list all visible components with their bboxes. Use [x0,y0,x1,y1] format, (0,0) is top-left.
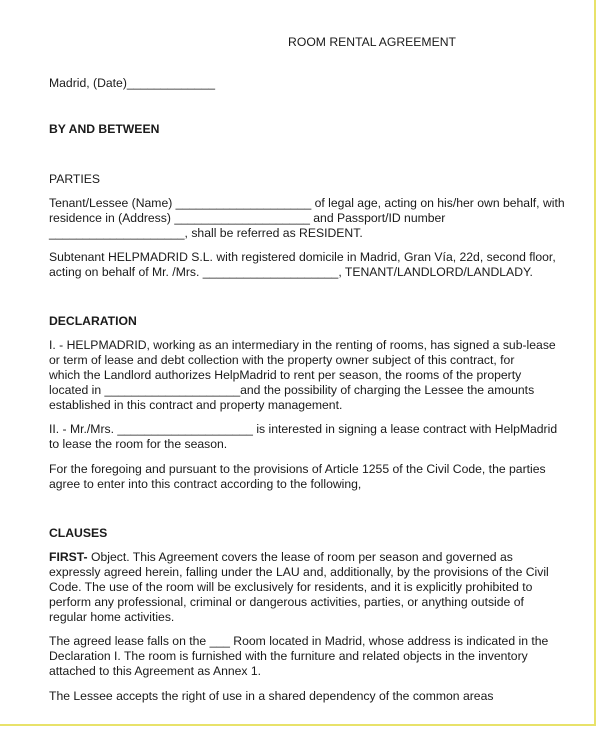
parties-p2-line: Subtenant HELPMADRID S.L. with registered domicile in Madrid, Gran Vía, 22d, second floor, [49,250,556,264]
parties-p2-line: acting on behalf of Mr. /Mrs. ____________________, TENANT/LANDLORD/LANDLADY. [49,265,533,279]
lease-paragraph-line: attached to this Agreement as Annex 1. [49,664,262,678]
first-clause-line [49,550,513,566]
declaration-p3-line: For the foregoing and pursuant to the provisions of Article 1255 of the Civil Code, the parties [49,462,546,476]
first-clause-line: perform any professional, criminal or dangerous activities, parties, or anything outside of [49,595,524,609]
by-and-between-heading: BY AND BETWEEN [49,122,160,136]
parties-heading: PARTIES [49,172,101,186]
declaration-p2-line: II. - Mr./Mrs. ____________________ is interested in signing a lease contract with HelpMadrid [49,422,558,436]
first-clause-line: expressly agreed herein, falling under the LAU and, additionally, by the provisions of the Civil [49,565,549,579]
lease-paragraph-line: The agreed lease falls on the ___ Room located in Madrid, whose address is indicated in the [49,634,549,648]
declaration-p3-line: agree to enter into this contract according to the following, [49,477,362,491]
declaration-p1-line: established in this contract and property management. [49,398,343,412]
lease-paragraph-line: Declaration I. The room is furnished with the furniture and related objects in the inventory [49,649,528,663]
declaration-p1-line: I. - HELPMADRID, working as an intermediary in the renting of rooms, has signed a sub-lease [49,338,556,352]
declaration-p1-line: or term of lease and debt collection with the property owner subject of this contract, for [49,353,515,367]
lessee-paragraph-line: The Lessee accepts the right of use in a shared dependency of the common areas [49,689,494,703]
document-title: ROOM RENTAL AGREEMENT [288,35,456,49]
first-clause-label: FIRST- [49,550,88,564]
clauses-heading: CLAUSES [49,526,108,540]
place-date-line: Madrid, (Date)_____________ [49,76,216,90]
declaration-p2-line: to lease the room for the season. [49,437,228,451]
declaration-p1-line: which the Landlord authorizes HelpMadrid to rent per season, the rooms of the property [49,368,522,382]
first-clause-line: Code. The use of the room will be exclusively for residents, and it is explicitly prohibited to [49,580,533,594]
parties-p1-line: residence in (Address) ____________________ and Passport/ID number [49,211,446,225]
first-clause-line: regular home activities. [49,610,175,624]
declaration-heading: DECLARATION [49,314,137,328]
first-clause-text: Object. This Agreement covers the lease of room per season and governed as [87,550,513,564]
parties-p1-line: ____________________, shall be referred as RESIDENT. [49,226,363,240]
declaration-p1-line: located in ____________________and the possibility of charging the Lessee the amounts [49,383,535,397]
parties-p1-line: Tenant/Lessee (Name) ____________________ of legal age, acting on his/her own behalf, with [49,196,565,210]
